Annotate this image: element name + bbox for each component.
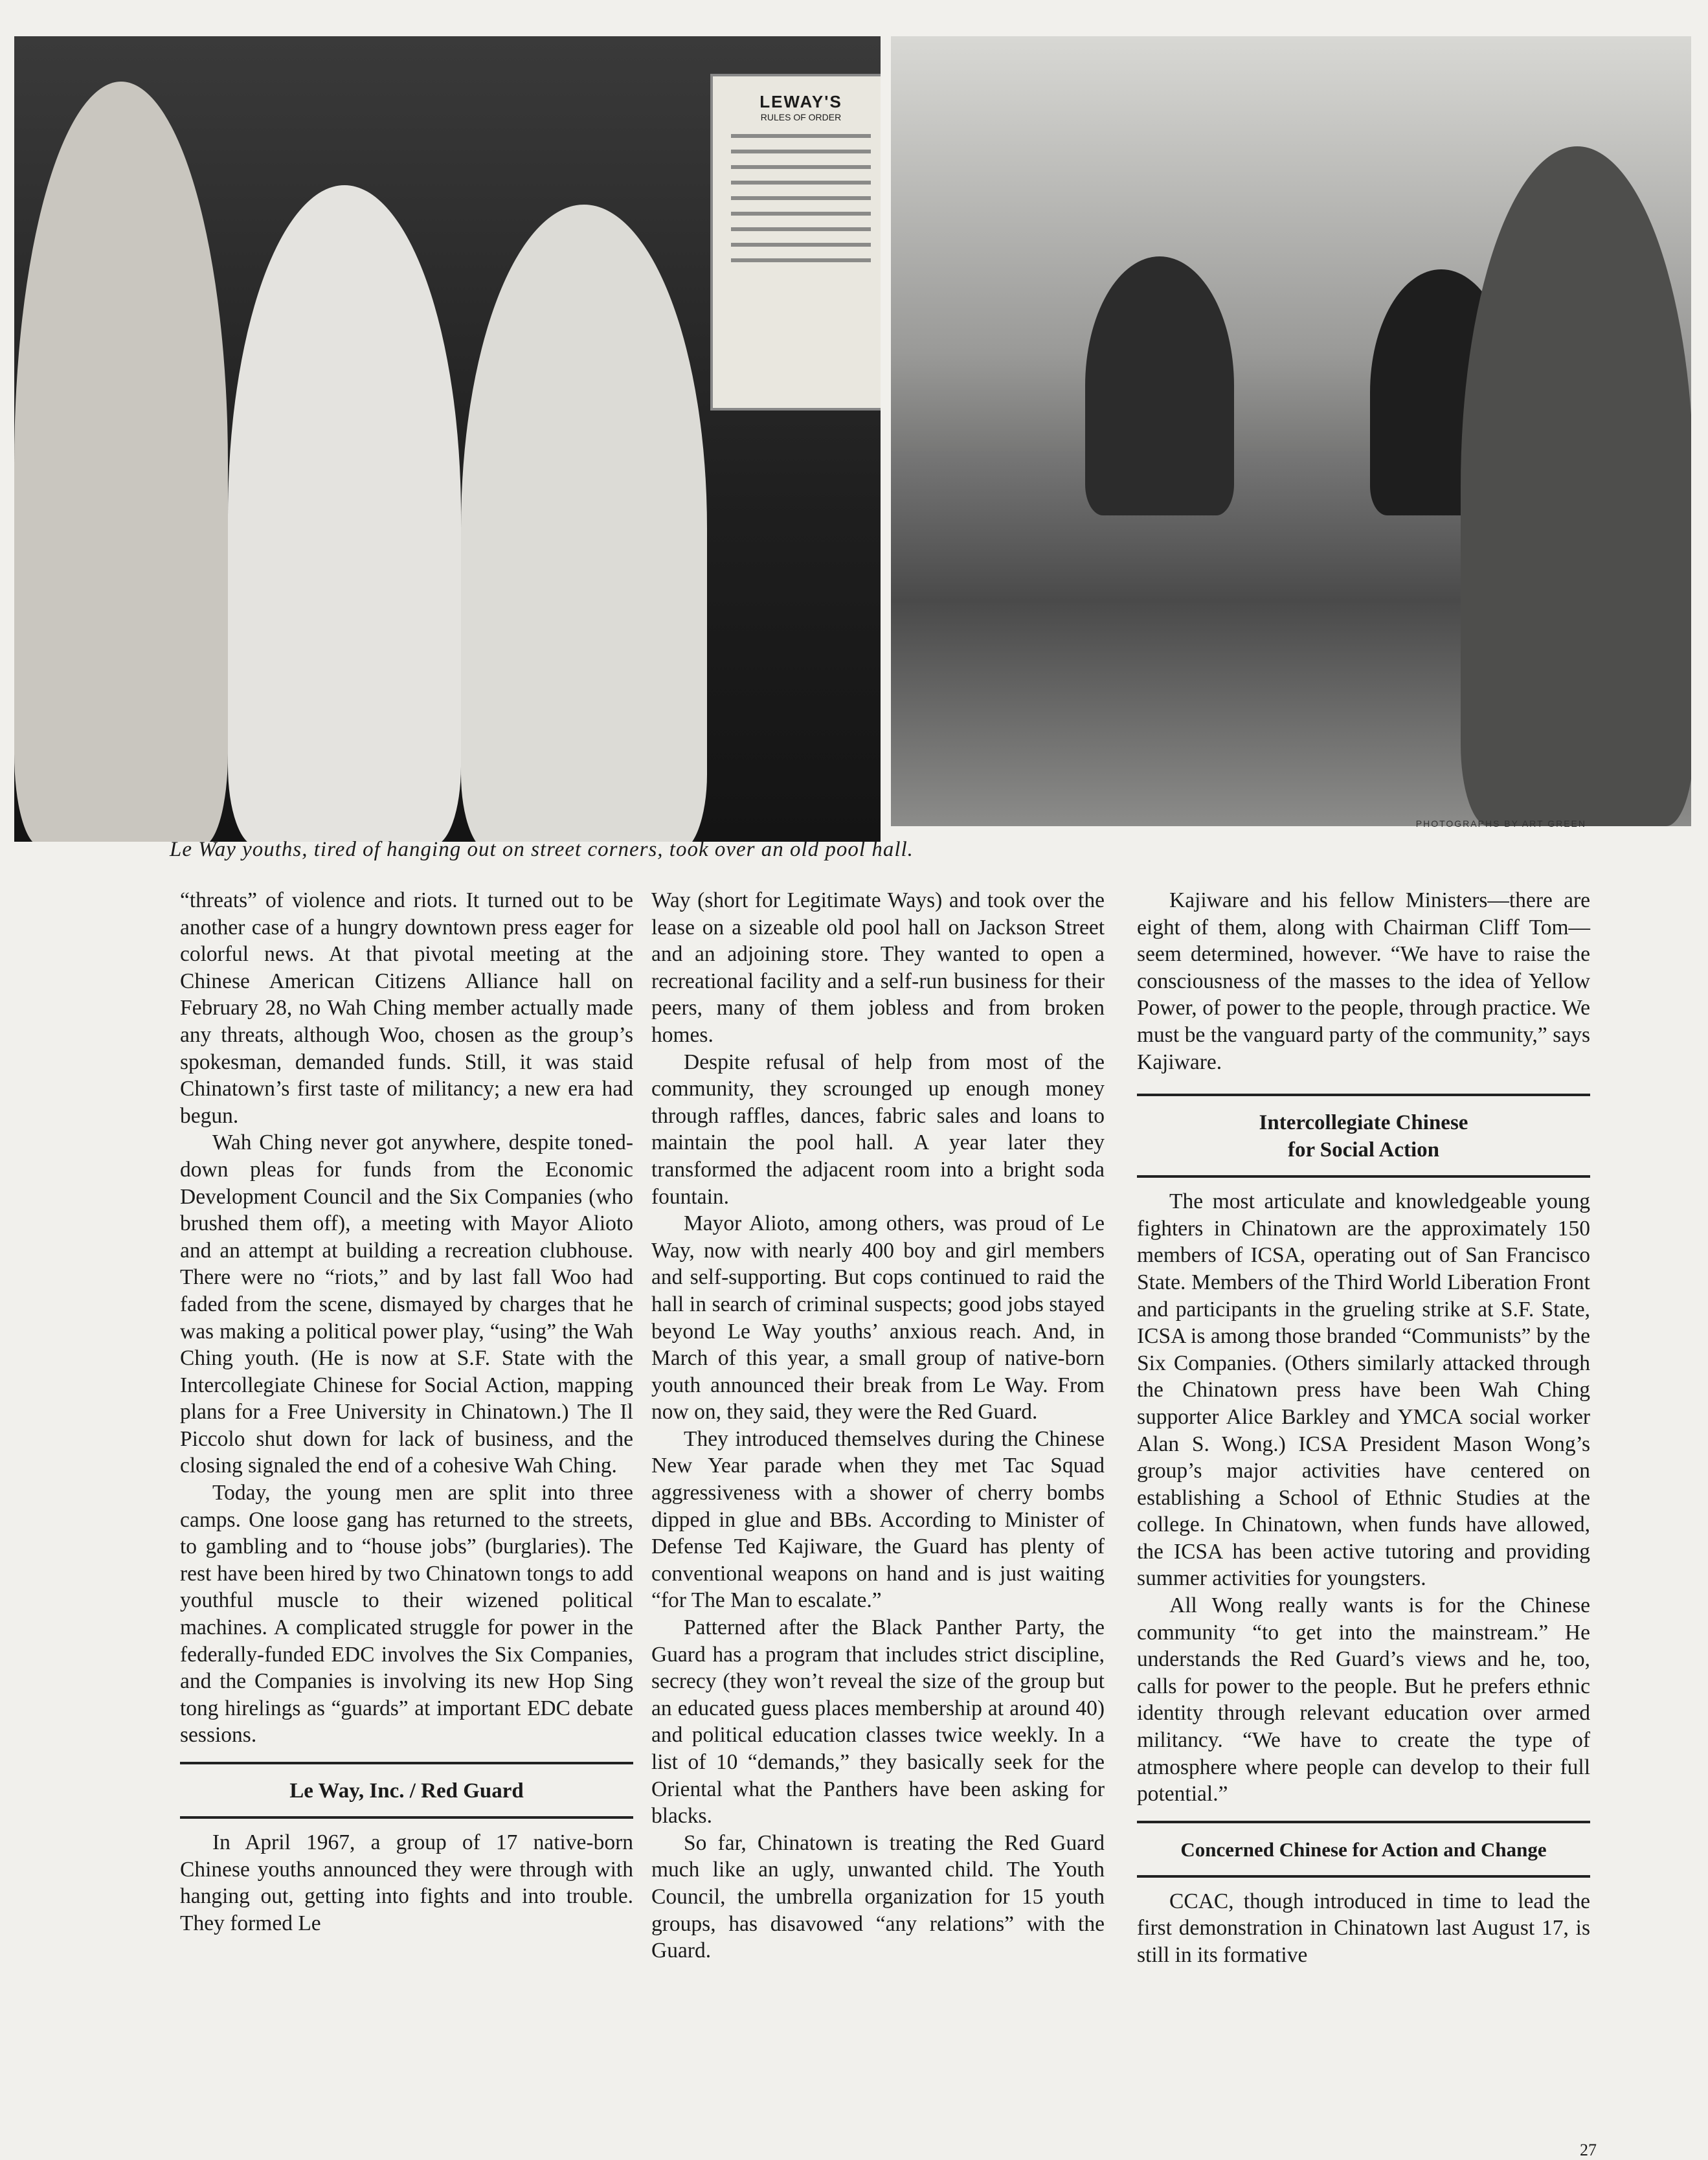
section-heading-icsa-line-2: for Social Action: [1287, 1138, 1440, 1162]
photo-caption: Le Way youths, tired of hanging out on street corners, took over an old pool hall.: [170, 838, 914, 861]
section-heading-le-way: Le Way, Inc. / Red Guard: [289, 1779, 524, 1803]
figure-youth-white-tshirt: [461, 205, 707, 842]
col3-paragraph-3: All Wong really wants is for the Chinese community “to get into the mainstream.” He understands the Red Guard’s views and he, too, calls for power to the people. But he prefers ethnic identity through relevant education over armed militancy. “We have to create the type of atmosphere where people can develop to their full potential.”: [1137, 1593, 1590, 1806]
col1-paragraph-1: “threats” of violence and riots. It turned out to be another case of a hungry downtown press eager for colorful news. At that pivotal meeting at the Chinese American Citizens Alliance hall on February 28, no Wah Ching member actually made any threats, although Woo, chosen as the group’s spokesman, demanded funds. Still, it was staid Chinatown’s first taste of militancy; a new era had begun.: [180, 888, 633, 1128]
photo-credit: PHOTOGRAPHS BY ART GREEN: [1415, 818, 1586, 829]
col2-paragraph-3: Mayor Alioto, among others, was proud of Le Way, now with nearly 400 boy and girl members and self-supporting. But cops continued to raid the hall in search of criminal suspects; good jobs stayed beyond Le Way youths’ anxious reach. And, in March of this year, a small group of native-born youth announced their break from Le Way. From now on, they said, they were the Red Guard.: [651, 1211, 1105, 1424]
col3-paragraph-4: CCAC, though introduced in time to lead the first demonstration in Chinatown last August 17, is still in its formative: [1137, 1889, 1590, 1967]
column-2: [651, 887, 1105, 1964]
section-heading-icsa: [1137, 1096, 1590, 1175]
col2-paragraph-1: Way (short for Legitimate Ways) and took over the lease on a sizeable old pool hall on Jackson Street and an adjoining store. They wanted to open a recreational facility and a self-run business for their peers, many of them jobless and from broken homes.: [651, 888, 1105, 1047]
column-1: [180, 887, 633, 1937]
col1-paragraph-3: Today, the young men are split into three camps. One loose gang has returned to the streets, to gambling and to “house jobs” (burglaries). The rest have been hired by two Chinatown tongs to add youthful muscle to their wizened political machines. A complicated struggle for power in the federally-funded EDC involves the Six Companies, and the Companies is involving its new Hop Sing tong hirelings as “guards” at important EDC debate sessions.: [180, 1481, 633, 1748]
sign-subtitle: RULES OF ORDER: [760, 112, 842, 122]
col2-paragraph-2: Despite refusal of help from most of the community, they scrounged up enough money through raffles, dances, fabric sales and loans to maintain the pool hall. A year later they transformed the adjacent room into a bright soda fountain.: [651, 1050, 1105, 1209]
section-rule: [180, 1816, 633, 1819]
col1-paragraph-2: Wah Ching never got anywhere, despite toned-down pleas for funds from the Economic Development Council and the Six Companies (who brushed them off), a meeting with Mayor Alioto and an attempt at building a recreation clubhouse. There were no “riots,” and by last fall Woo had faded from the scene, dismayed by charges that he was making a political power play, “using” the Wah Ching youth. (He is now at S.F. State with the Intercollegiate Chinese for Social Action, mapping plans for a Free University in Chinatown.) The Il Piccolo shut down for lack of business, and the closing signaled the end of a cohesive Wah Ching.: [180, 1131, 633, 1478]
section-heading-ccac: Concerned Chinese for Action and Change: [1180, 1838, 1547, 1861]
photo-youths-street: [14, 36, 881, 842]
col1-paragraph-4: In April 1967, a group of 17 native-born Chinese youths announced they were through with hanging out, getting into fights and into trouble. They formed Le: [180, 1830, 633, 1935]
page-number: 27: [1580, 2141, 1597, 2159]
rules-sign: [710, 74, 881, 411]
column-3: [1137, 887, 1590, 1969]
col2-paragraph-4: They introduced themselves during the Chinese New Year parade when they met Tac Squad aggressiveness with a shower of cherry bombs dipped in glue and BBs. According to Minister of Defense Ted Kajiware, the Guard has plenty of conventional weapons on hand and is just waiting “for The Man to escalate.”: [651, 1426, 1105, 1613]
figure-seated-youth: [1085, 256, 1234, 515]
section-heading-icsa-line-1: Intercollegiate Chinese: [1259, 1111, 1468, 1135]
sign-title: LEWAY'S: [759, 92, 842, 111]
photo-pool-hall: [891, 36, 1691, 826]
col2-paragraph-5: Patterned after the Black Panther Party, the Guard has a program that includes strict discipline, secrecy (they won’t reveal the size of the group but an educated guess places membership at around 40) and political education classes twice weekly. In a list of 10 “demands,” they basically seek for the Oriental what the Panthers have been asking for blacks.: [651, 1615, 1105, 1828]
figure-youth-sunglasses: [228, 185, 461, 842]
figure-man-striped-shirt: [14, 82, 228, 842]
section-rule: [1137, 1875, 1590, 1878]
col2-paragraph-6: So far, Chinatown is treating the Red Guard much like an ugly, unwanted child. The Youth Council, the umbrella organization for 15 youth groups, has disavowed “any relations” with the Guard.: [651, 1830, 1105, 1963]
figure-youth-sweater: [1461, 146, 1691, 826]
section-rule: [1137, 1175, 1590, 1178]
col3-paragraph-2: The most articulate and knowledgeable young fighters in Chinatown are the approximately 150 members of ICSA, operating out of San Francisco State. Members of the Third World Liberation Front and participants in the grueling strike at S.F. State, ICSA is among those branded “Communists” by the Six Companies. (Others similarly attacked through the Chinatown press have been Wah Ching supporter Alice Barkley and YMCA social worker Alan S. Wong.) ICSA President Mason Wong’s group’s major activities have centered on establishing a School of Ethnic Studies at the college. In Chinatown, when funds have allowed, the ICSA has been active tutoring and providing summer activities for youngsters.: [1137, 1189, 1590, 1591]
col3-paragraph-1: Kajiware and his fellow Ministers—there are eight of them, along with Chairman Cliff Tom—seem determined, however. “We have to raise the consciousness of the masses to the idea of Yellow Power, of power to the people, through practice. We must be the vanguard party of the community,” says Kajiware.: [1137, 888, 1590, 1074]
